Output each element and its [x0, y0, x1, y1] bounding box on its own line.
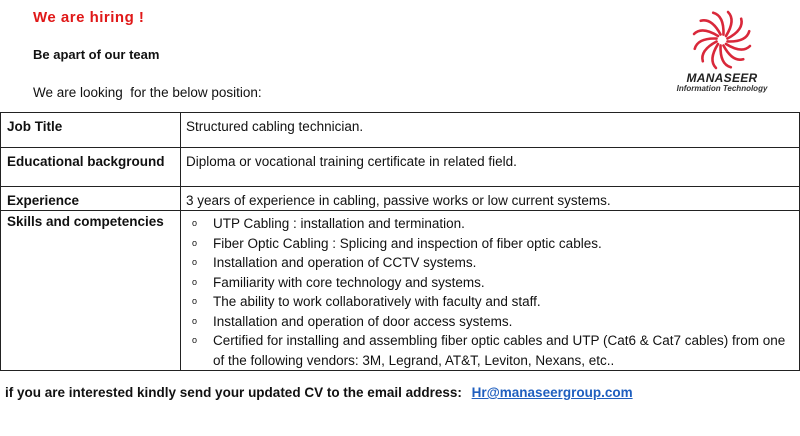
list-item [186, 312, 799, 332]
skills-list [186, 214, 799, 370]
skills-cell [181, 211, 800, 371]
skills-label: Skills and competencies [1, 211, 181, 371]
job-title-label: Job Title [1, 113, 181, 148]
education-label: Educational background [1, 148, 181, 187]
bullet-icon: o [192, 257, 198, 267]
company-logo [670, 10, 774, 108]
skill-text: Installation and operation of door access systems. [213, 313, 513, 329]
table-row [1, 148, 800, 187]
list-item [186, 292, 799, 312]
bullet-icon: o [192, 335, 198, 345]
list-item [186, 234, 799, 254]
bullet-icon: o [192, 296, 198, 306]
bullet-icon: o [192, 237, 198, 248]
list-item [186, 253, 799, 273]
bullet-icon: o [192, 276, 198, 287]
position-intro: We are looking for the below position: [33, 85, 262, 100]
job-details-table [0, 112, 800, 371]
list-item [186, 273, 799, 293]
list-item [186, 214, 799, 234]
bullet-icon: o [192, 218, 198, 228]
table-row [1, 211, 800, 371]
email-link[interactable]: Hr@manaseergroup.com [471, 385, 633, 400]
bullet-icon: o [192, 315, 198, 326]
skill-text: Fiber Optic Cabling : Splicing and inspection of fiber optic cables. [213, 235, 602, 251]
experience-value: 3 years of experience in cabling, passive works or low current systems. [181, 187, 800, 211]
skill-text: Installation and operation of CCTV systems. [213, 255, 477, 270]
team-subheading: Be apart of our team [33, 47, 160, 62]
swirl-logo-icon [692, 10, 752, 70]
logo-subtitle: Information Technology [676, 84, 768, 93]
skill-text: Familiarity with core technology and systems. [213, 274, 485, 290]
hiring-heading: We are hiring ! [33, 9, 145, 26]
logo-name: MANASEER [686, 71, 758, 85]
experience-label: Experience [1, 187, 181, 211]
application-footer [5, 385, 633, 400]
skill-text: UTP Cabling : installation and termination. [213, 216, 465, 231]
education-value: Diploma or vocational training certificate in related field. [181, 148, 800, 187]
table-row [1, 113, 800, 148]
list-item [186, 331, 799, 370]
footer-text: if you are interested kindly send your updated CV to the email address: [5, 385, 462, 400]
skill-text: The ability to work collaboratively with faculty and staff. [213, 294, 541, 309]
job-title-value: Structured cabling technician. [181, 113, 800, 148]
skill-text: Certified for installing and assembling fiber optic cables and UTP (Cat6 & Cat7 cables) from one of the following vendors: 3M, Legrand, AT&T, Leviton, Nexans, etc.. [213, 333, 786, 368]
table-row [1, 187, 800, 211]
